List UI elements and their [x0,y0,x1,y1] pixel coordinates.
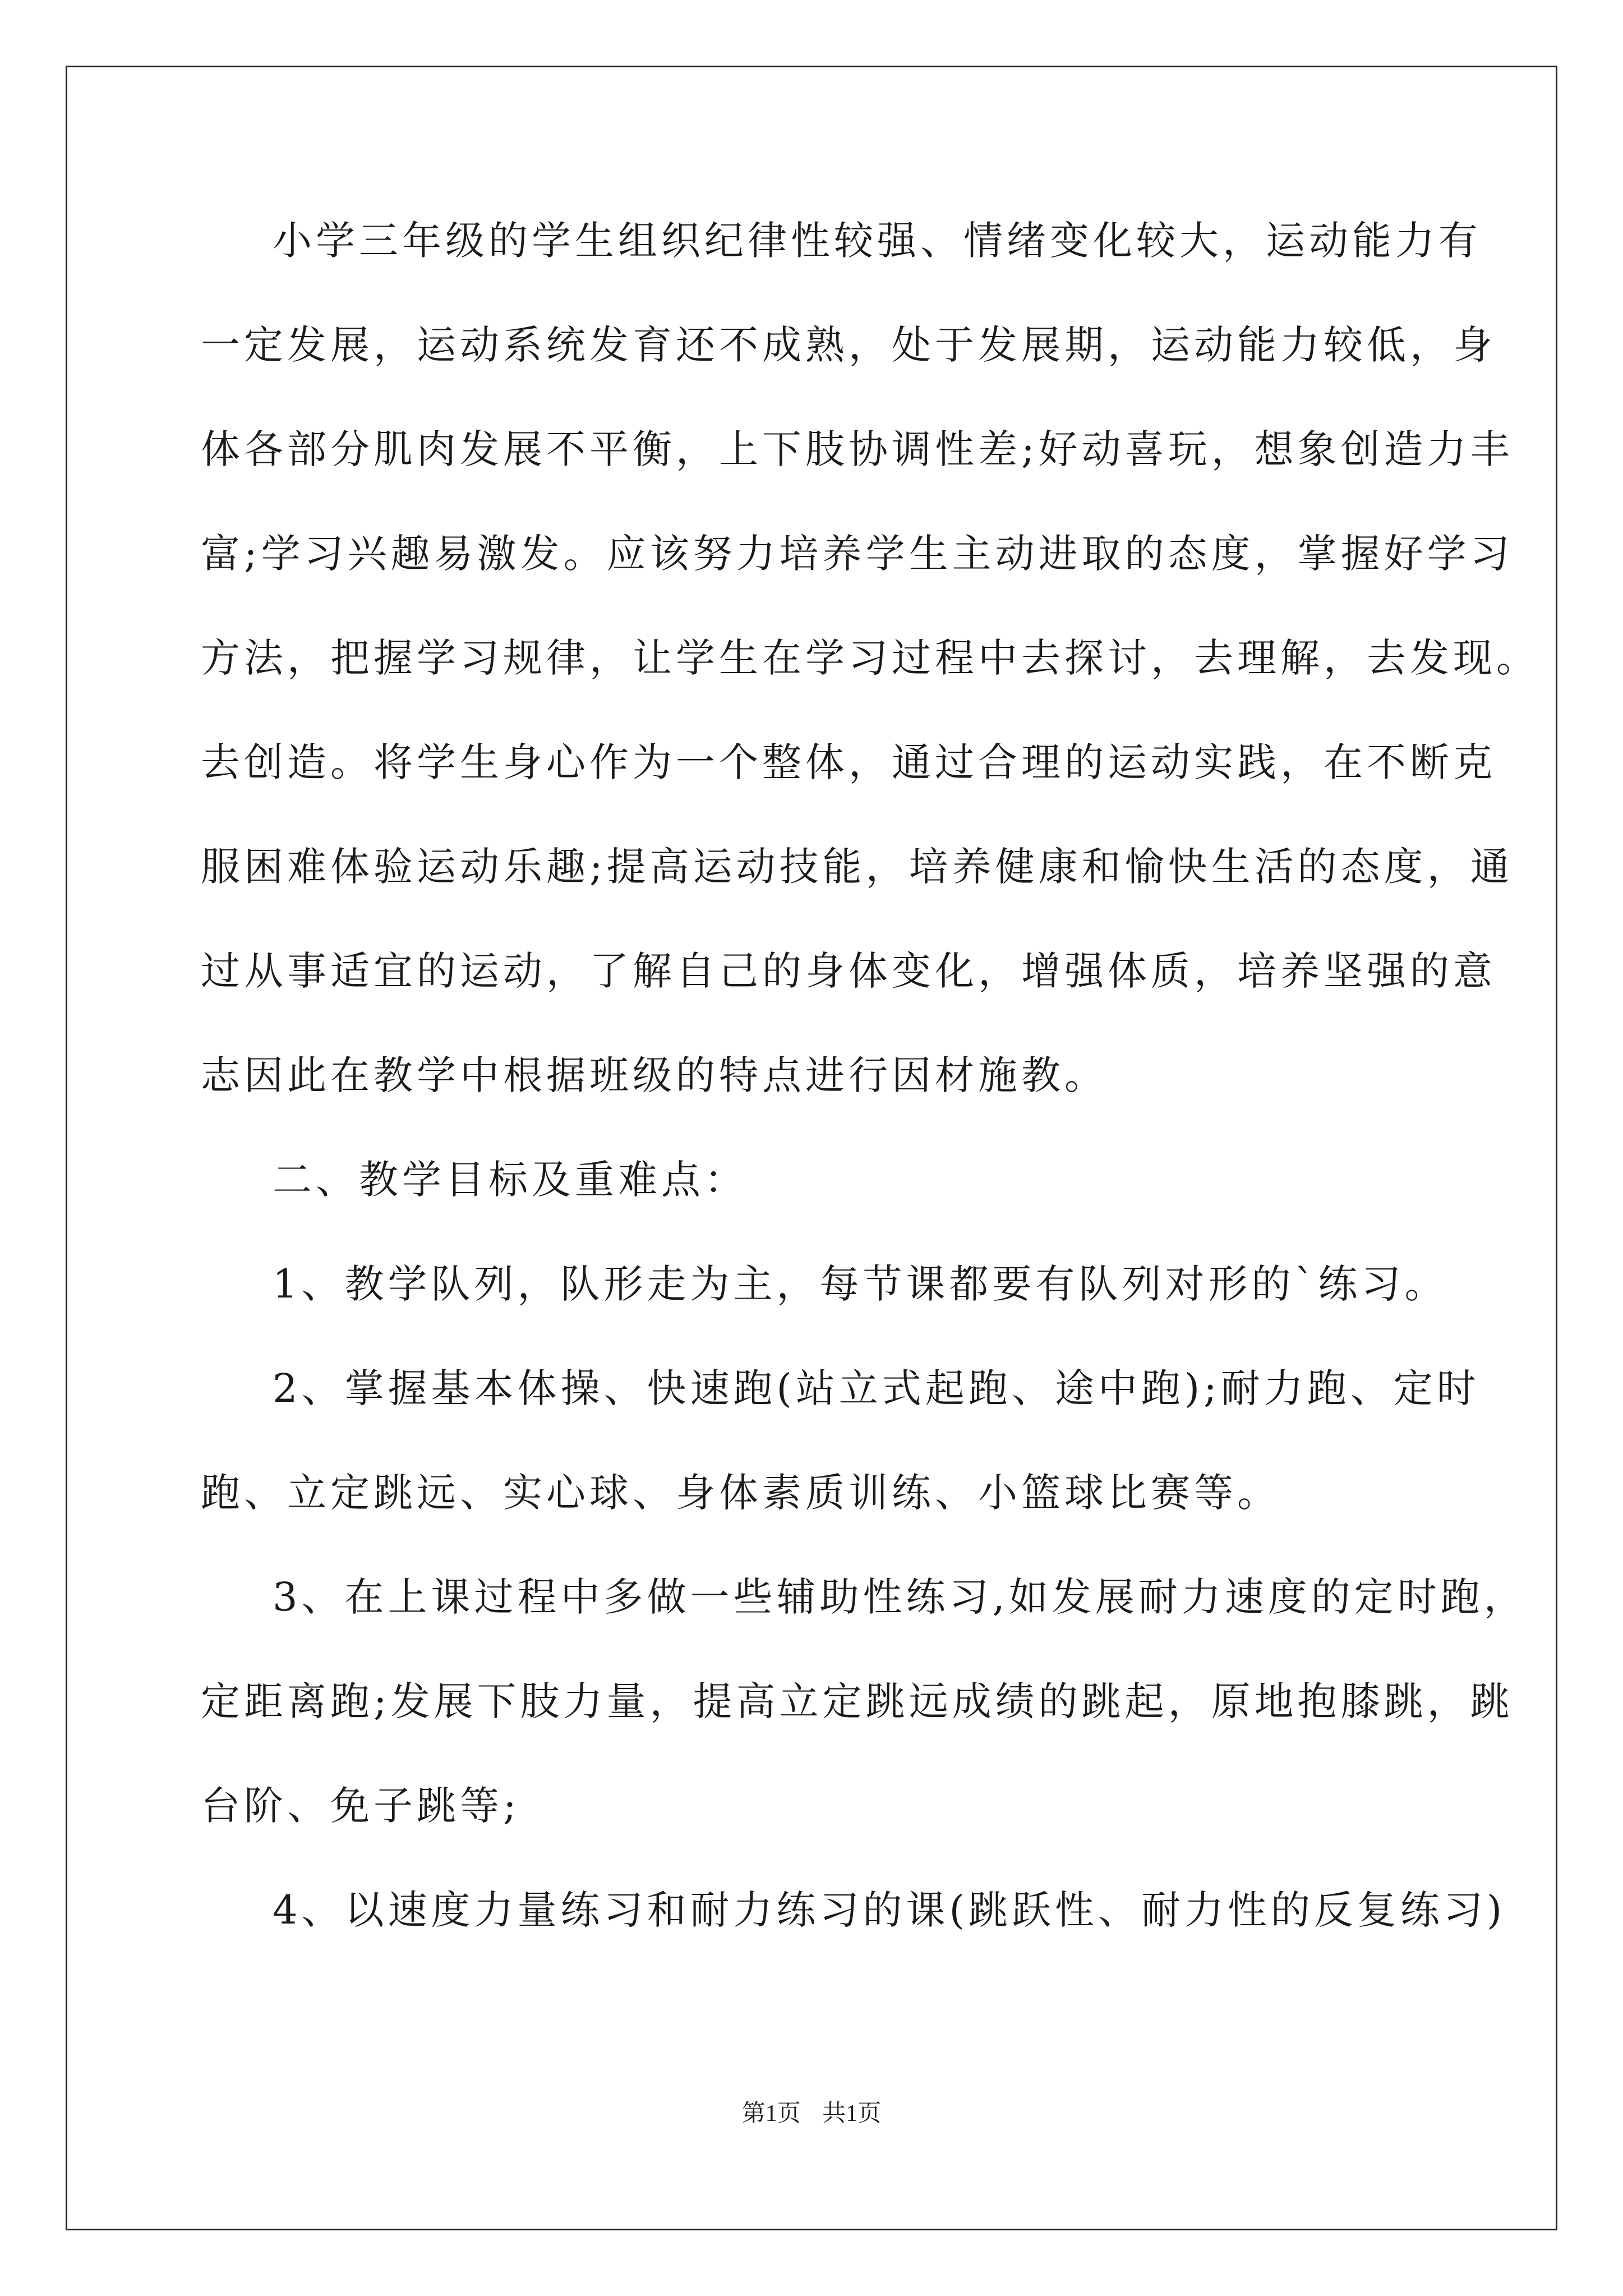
paragraph-line: 小学三年级的学生组织纪律性较强、情绪变化较大，运动能力有 [273,218,1482,264]
section-heading: 二、教学目标及重难点： [273,1157,748,1203]
page-number: 第1页 [741,2101,801,2127]
list-item: 4、以速度力量练习和耐力练习的课(跳跃性、耐力性的反复练习) [273,1887,1506,1933]
list-item-continuation: 台阶、免子跳等; [201,1783,520,1829]
list-item-continuation: 跑、立定跳远、实心球、身体素质训练、小篮球比赛等。 [201,1470,1280,1516]
list-item: 2、掌握基本体操、快速跑(站立式起跑、途中跑);耐力跑、定时 [273,1365,1480,1411]
paragraph-line: 体各部分肌肉发展不平衡，上下肢协调性差;好动喜玩，想象创造力丰 [201,426,1514,472]
page-footer [0,2097,1623,2131]
list-item: 3、在上课过程中多做一些辅助性练习,如发展耐力速度的定时跑， [273,1574,1527,1620]
paragraph-line: 一定发展，运动系统发育还不成熟，处于发展期，运动能力较低，身 [201,322,1496,368]
paragraph-line: 过从事适宜的运动，了解自己的身体变化，增强体质，培养坚强的意 [201,948,1496,994]
paragraph-line: 方法，把握学习规律，让学生在学习过程中去探讨，去理解，去发现。 [201,635,1539,681]
list-item-continuation: 定距离跑;发展下肢力量，提高立定跳远成绩的跳起，原地抱膝跳，跳 [201,1678,1514,1724]
list-item: 1、教学队列，队形走为主，每节课都要有队列对形的`练习。 [273,1261,1448,1307]
paragraph-line: 去创造。将学生身心作为一个整体，通过合理的运动实践，在不断克 [201,739,1496,785]
paragraph-line: 志因此在教学中根据班级的特点进行因材施教。 [201,1052,1108,1098]
page-total: 共1页 [822,2101,882,2127]
paragraph-line: 服困难体验运动乐趣;提高运动技能，培养健康和愉快生活的态度，通 [201,844,1514,890]
paragraph-line: 富;学习兴趣易激发。应该努力培养学生主动进取的态度，掌握好学习 [201,531,1514,577]
